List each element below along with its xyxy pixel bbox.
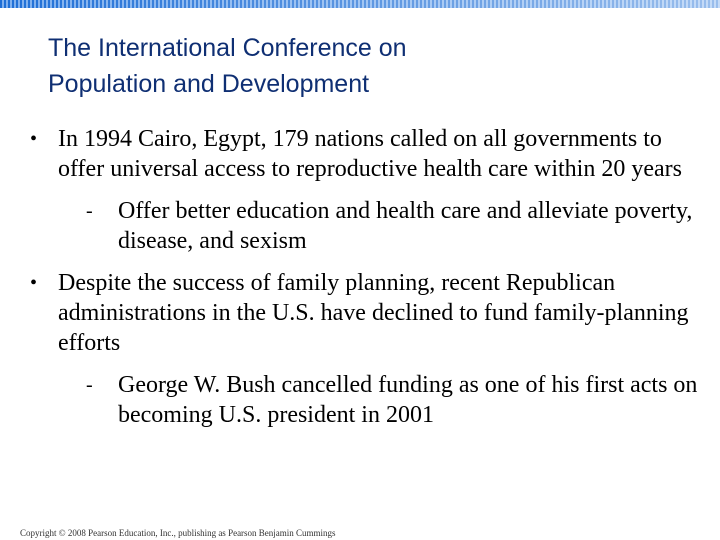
bullet-item <box>30 268 698 430</box>
slide-title: The International Conference on Population and Development <box>48 34 407 98</box>
bullet-list <box>30 124 698 430</box>
sub-bullet-item <box>58 370 698 430</box>
top-decorative-band <box>0 0 720 8</box>
sub-bullet-text: Offer better education and health care and alleviate poverty, disease, and sexism <box>118 198 693 254</box>
sub-bullet-marker: - <box>86 200 93 222</box>
bullet-marker: • <box>30 128 38 150</box>
sub-bullet-item <box>58 196 698 256</box>
sub-bullet-marker: - <box>86 374 93 396</box>
sub-bullet-text: George W. Bush cancelled funding as one of his first acts on becoming U.S. president in 2001 <box>118 372 698 428</box>
bullet-item <box>30 124 698 256</box>
bullet-text: Despite the success of family planning, recent Republican administrations in the U.S. have declined to fund family-planning efforts <box>58 270 689 356</box>
copyright-footer: Copyright © 2008 Pearson Education, Inc., publishing as Pearson Benjamin Cummings <box>20 528 336 538</box>
bullet-text: In 1994 Cairo, Egypt, 179 nations called on all governments to offer universal access to reproductive health care within 20 years <box>58 126 682 182</box>
bullet-marker: • <box>30 272 38 294</box>
